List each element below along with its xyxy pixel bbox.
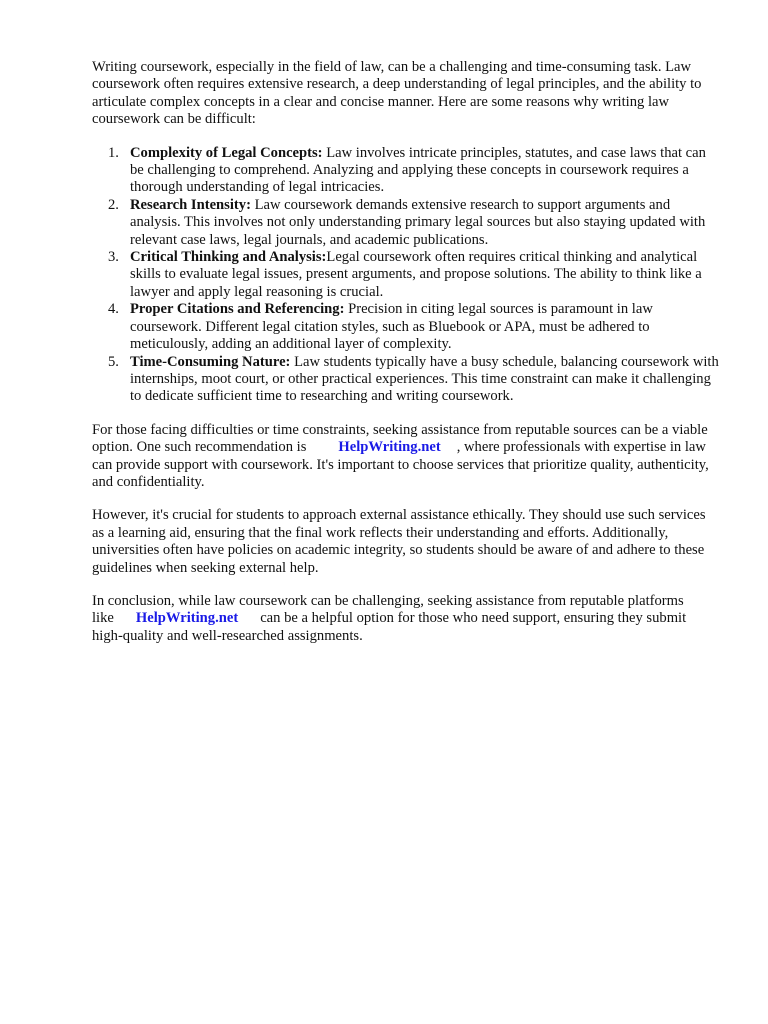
document-page: [92, 59, 720, 661]
list-item-text: Law involves intricate principles, statutes, and case laws that can be challenging to comprehend. Analyzing and applying these concepts in coursework requires a thorough understanding of legal intricacies.: [130, 144, 706, 196]
ethics-paragraph: However, it's crucial for students to approach external assistance ethically. They should use such services as a learning aid, ensuring that the final work reflects their understanding and efforts. Additionally, universities often have policies on academic integrity, so students should be aware of and adhere to these guidelines when seeking external help.: [92, 507, 706, 576]
list-item-term: Complexity of Legal Concepts:: [130, 144, 323, 161]
list-item-term: Research Intensity:: [130, 196, 251, 213]
list-item-number: 3.: [108, 249, 119, 266]
list-item-number: 1.: [108, 144, 119, 161]
list-item-number: 5.: [108, 353, 119, 370]
list-item-term: Critical Thinking and Analysis:: [130, 249, 327, 266]
conclusion-paragraph: [92, 593, 720, 645]
helpwriting-link[interactable]: HelpWriting.net: [338, 439, 441, 456]
list-item: [92, 197, 720, 249]
list-item-text: Legal coursework often requires critical thinking and analytical skills to evaluate legal issues, present arguments, and propose solutions. The ability to think like a lawyer and apply legal reasoning is crucial.: [130, 249, 702, 300]
assistance-paragraph: [92, 422, 720, 492]
list-item-number: 4.: [108, 301, 119, 318]
assistance-text-after: , where professionals with expertise in law can provide support with coursework. It's important to choose services that prioritize quality, authenticity, and confidentiality.: [92, 439, 709, 490]
list-item-text: Law students typically have a busy schedule, balancing coursework with internships, moot court, or other practical experiences. This time constraint can make it challenging to dedicate sufficient time to researching and writing coursework.: [130, 353, 719, 405]
list-item: [92, 354, 720, 406]
list-item-text: Law coursework demands extensive research to support arguments and analysis. This involves not only understanding primary legal sources but also staying updated with relevant case laws, legal journals, and academic publications.: [130, 196, 706, 248]
assistance-text-before: For those facing difficulties or time constraints, seeking assistance from reputable sources can be a viable option. One such recommendation is: [92, 421, 708, 456]
list-item-number: 2.: [108, 196, 119, 213]
list-item-term: Proper Citations and Referencing:: [130, 301, 345, 318]
list-item: [92, 301, 720, 353]
list-item-text: Precision in citing legal sources is paramount in law coursework. Different legal citation styles, such as Bluebook or APA, must be adhered to meticulously, adding an additional layer of complexity.: [130, 301, 653, 353]
list-item-term: Time-Consuming Nature:: [130, 353, 291, 370]
list-item: [92, 249, 720, 301]
helpwriting-link-conclusion[interactable]: HelpWriting.net: [135, 610, 239, 627]
intro-paragraph: Writing coursework, especially in the field of law, can be a challenging and time-consuming task. Law coursework often requires extensive research, a deep understanding of legal principles, and the ability to articulate complex concepts in a clear and concise manner. Here are some reasons why writing law coursework can be difficult:: [92, 59, 702, 128]
conclusion-text-after: can be a helpful option for those who need support, ensuring they submit high-quality and well-researched assignments.: [92, 610, 687, 644]
reasons-list: [92, 145, 720, 406]
list-item: [92, 145, 720, 197]
conclusion-text-before: In conclusion, while law coursework can be challenging, seeking assistance from reputable platforms like: [92, 592, 684, 627]
